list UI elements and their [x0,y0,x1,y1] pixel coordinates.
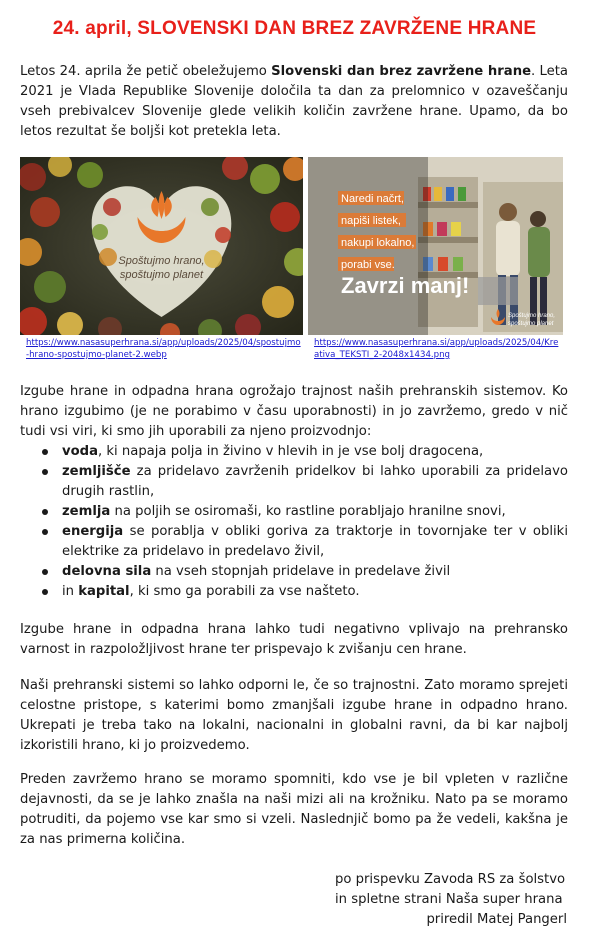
signature-line-2: in spletne strani Naša super hrana [335,892,563,907]
image2-logo-line2: spoštujmo planet [508,321,554,327]
signature-block [335,870,567,930]
list-item-term: energija [62,524,124,539]
list-item-text: se porablja v obliki goriva za traktorje in tovornjake ter v obliki elektrike za pridelavo in predelavo živil, [62,524,568,559]
paragraph-sustainability: Naši prehranski sistemi so lahko odporni le, če so trajnostni. Zato moramo sprejeti celostne pristope, s katerimi bomo zmanjšali izgube hrane in odpadno hrano. Ukrepati je treba tako na lokalni, nacionalni in globalni ravni, da bi kar najbolj izkoristili hrano, ki jo proizvedemo. [20,678,568,753]
list-item [20,442,568,462]
list-item-text: za pridelavo zavrženih pridelkov bi lahko uporabili za pridelavo drugih rastlin, [62,464,568,499]
bullet-icon [42,529,48,535]
image2-line-2: napiši listek, [341,215,401,227]
bullet-icon [42,509,48,515]
list-item [20,522,568,562]
list-item-text: na vseh stopnjah pridelave in predelave živil [151,564,451,579]
image1-caption-line1: Spoštujmo hrano, [118,255,205,267]
paragraph-reminder: Preden zavržemo hrano se moramo spomniti, kdo vse je bil vpleten v različne dejavnosti, da se je lahko znašla na naši mizi ali na krožniku. Nato pa se moramo potruditi, da pojemo vse kar smo si vzeli. Naslednjič bomo pa že vedeli, kakšna je za nas primerna količina. [20,772,568,847]
list-item-text: , ki smo ga porabili za vse našteto. [129,584,360,599]
bullet-icon [42,589,48,595]
supermarket-image [308,157,563,335]
list-item-term: voda [62,444,98,459]
paragraph-resources: Izgube hrane in odpadna hrana ogrožajo trajnost naših prehranskih sistemov. Ko hrano izgubimo (je ne porabimo v času uporabnosti) in jo zavržemo, gredo v nič tudi vsi viri, ki smo jih uporabili za njeno proizvodnjo: [20,384,568,439]
image2-line-4: porabi vse. [341,259,395,271]
image2-slogan: Zavrzi manj! [341,273,470,298]
list-item-term: delovna sila [62,564,152,579]
image2-link[interactable]: https://www.nasasuperhrana.si/app/uploads/2025/04/Kreativa_TEKSTI_2-2048x1434.png [314,338,559,360]
intro-text-end: . Leta 2021 je Vlada Republike Slovenije določila ta dan za prelomnico v ozaveščanju vseh prebivalcev Slovenije glede velikih količin zavržene hrane. Upamo, da bo letos rezultat še boljši kot pretekla leta. [20,64,568,139]
signature-line-3: priredil Matej Pangerl [426,912,567,927]
list-item-term: zemlja [62,504,111,519]
image2-line-1: Naredi načrt, [341,193,404,205]
list-item-term: kapital [78,584,130,599]
intro-text-start: Letos 24. aprila že petič obeležujemo [20,64,272,79]
list-item-text: , ki napaja polja in živino v hlevih in je vse bolj dragocena, [98,444,484,459]
list-item [20,462,568,502]
vegetable-heart-illustration [20,157,303,335]
list-item-prefix: in [62,584,79,599]
image2-line-3: nakupi lokalno, [341,237,415,249]
intro-paragraph [20,62,568,142]
list-item-term: zemljišče [62,464,131,479]
bullet-icon [42,449,48,455]
image1-link[interactable]: https://www.nasasuperhrana.si/app/uploads/2025/04/spostujmo-hrano-spostujmo-planet-2.webp [26,338,301,360]
list-item [20,582,568,602]
bullet-icon [42,469,48,475]
signature-line-1: po prispevku Zavoda RS za šolstvo [335,872,566,887]
page-title: 24. april, SLOVENSKI DAN BREZ ZAVRŽENE HRANE [52,18,537,39]
paragraph-food-security: Izgube hrane in odpadna hrana lahko tudi negativno vplivajo na prehransko varnost in razpoložljivost hrane ter prispevajo k zvišanju cen hrane. [20,622,568,657]
list-item [20,562,568,582]
bullet-icon [42,569,48,575]
intro-highlight: Slovenski dan brez zavržene hrane [271,64,532,79]
list-item [20,502,568,522]
supermarket-illustration [308,157,563,335]
image2-logo-line1: Spoštujmo hrano, [508,313,556,319]
image1-caption-line2: spoštujmo planet [119,269,204,281]
resource-list [20,442,568,602]
list-item-text: na poljih se osiromaši, ko rastline porabljajo hranilne snovi, [110,504,506,519]
vegetable-heart-image [20,157,303,335]
